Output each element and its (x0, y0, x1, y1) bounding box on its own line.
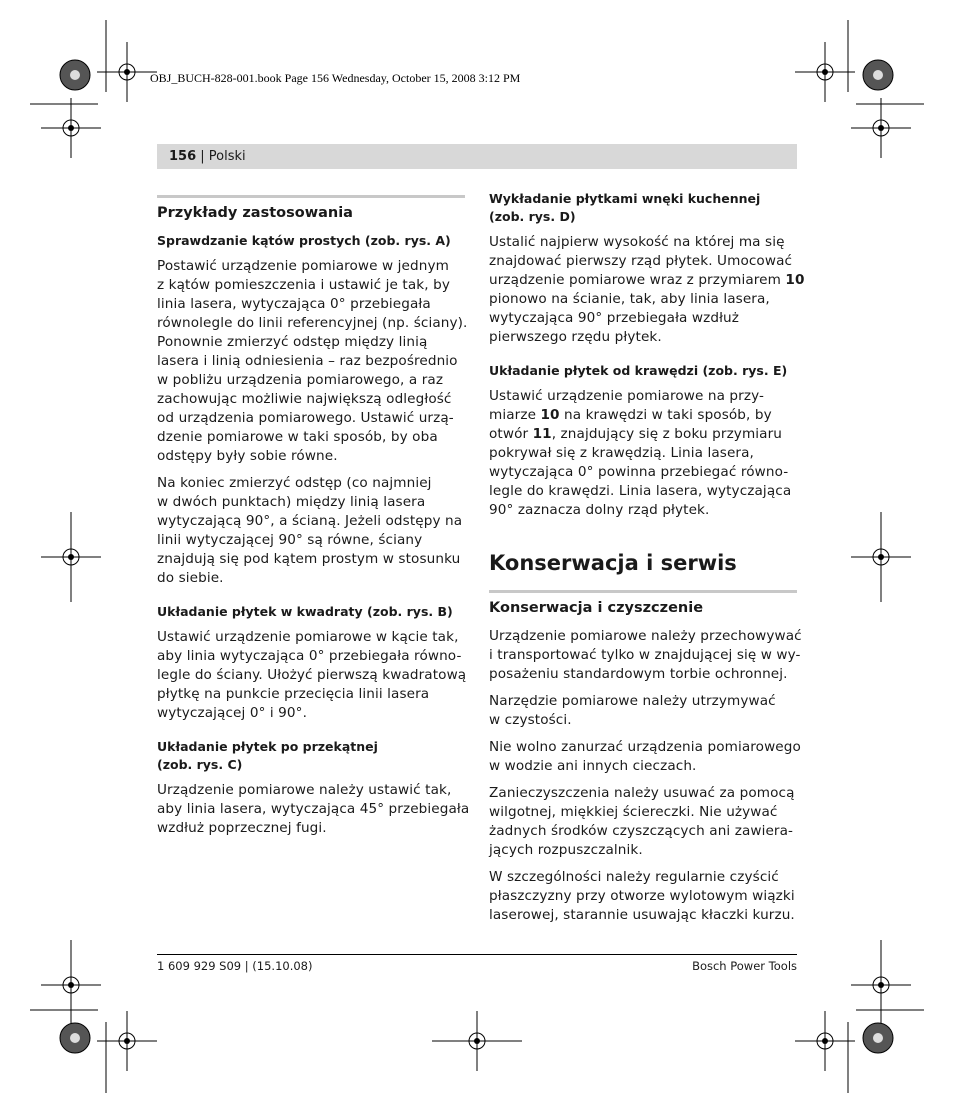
footer-doc-number: 1 609 929 S09 | (15.10.08) (157, 959, 313, 973)
text-span: otwór (489, 426, 533, 442)
text-span: urządzenie pomiarowe wraz z przymiarem (489, 272, 786, 288)
text-line: jących rozpuszczalnik. (489, 842, 643, 858)
text-line: wzdłuż poprzecznej fugi. (157, 820, 327, 836)
text-span: na krawędzi w taki sposób, by (559, 407, 772, 423)
text-line: i transportować tylko w znajdującej się w wy- (489, 647, 801, 663)
text-line: wilgotnej, miękkiej ściereczki. Nie używać (489, 804, 778, 820)
subsection-heading (157, 738, 465, 774)
paragraph (157, 257, 468, 466)
text-line: Urządzenie pomiarowe należy przechowywać (489, 628, 802, 644)
left-column (157, 195, 470, 846)
text-line: aby linia lasera, wytyczająca 45° przebiegała (157, 801, 470, 817)
paragraph (489, 738, 801, 776)
text-line: legle do krawędzi. Linia lasera, wytyczająca (489, 483, 792, 499)
right-column (489, 190, 805, 528)
section-rule (157, 195, 465, 198)
part-number: 10 (540, 407, 560, 423)
text-line: linia lasera, wytyczająca 0° przebiegała (157, 296, 431, 312)
text-line (489, 406, 797, 425)
heading-line: Wykładanie płytkami wnęki kuchennej (489, 191, 761, 206)
header-separator: | (196, 149, 209, 164)
text-line: linii wytyczającej 90° są równe, ściany (157, 532, 423, 548)
text-line: aby linia wytyczająca 0° przebiegała równo- (157, 648, 462, 664)
text-line: Ponownie zmierzyć odstęp między linią (157, 334, 428, 350)
text-line: lasera i linią odniesienia – raz bezpośrednio (157, 353, 458, 369)
paragraph (157, 628, 465, 723)
page-header (157, 144, 797, 169)
text-line: znajdować pierwszy rząd płytek. Umocować (489, 253, 793, 269)
text-line: do siebie. (157, 570, 224, 586)
text-line: w pobliżu urządzenia pomiarowego, a raz (157, 372, 444, 388)
text-line: znajdują się pod kątem prostym w stosunku (157, 551, 461, 567)
book-slug: OBJ_BUCH-828-001.book Page 156 Wednesday, October 15, 2008 3:12 PM (150, 71, 521, 85)
text-line: w wodzie ani innych cieczach. (489, 758, 697, 774)
text-line: Na koniec zmierzyć odstęp (co najmniej (157, 475, 432, 491)
paragraph (489, 692, 797, 730)
text-line: z kątów pomieszczenia i ustawić je tak, by (157, 277, 450, 293)
subsection-heading: Układanie płytek w kwadraty (zob. rys. B) (157, 604, 453, 619)
text-line: pionowo na ścianie, tak, aby linia lasera, (489, 291, 770, 307)
text-line: Zanieczyszczenia należy usuwać za pomocą (489, 785, 795, 801)
header-language: Polski (208, 149, 246, 164)
text-line: laserowej, starannie usuwając kłaczki kurzu. (489, 907, 795, 923)
text-line: wytyczającą 90°, a ścianą. Jeżeli odstępy na (157, 513, 463, 529)
text-line: Ustawić urządzenie pomiarowe w kącie tak, (157, 629, 459, 645)
text-line: Urządzenie pomiarowe należy ustawić tak, (157, 782, 452, 798)
text-line: 90° zaznacza dolny rząd płytek. (489, 502, 710, 518)
text-line: wytyczającej 0° i 90°. (157, 705, 307, 721)
maintenance-section (489, 590, 802, 933)
paragraph (489, 387, 797, 520)
paragraph (489, 868, 797, 925)
text-line: od urządzenia pomiarowego. Ustawić urzą- (157, 410, 454, 426)
paragraph (489, 784, 797, 860)
footer-brand: Bosch Power Tools (692, 959, 797, 973)
text-line: Nie wolno zanurzać urządzenia pomiarowego (489, 739, 801, 755)
text-line: pokrywał się z krawędzią. Linia lasera, (489, 445, 754, 461)
text-span: miarze (489, 407, 541, 423)
section-rule (489, 590, 797, 593)
text-line: wytyczająca 90° przebiegała wzdłuż (489, 310, 739, 326)
text-line: odstępy były sobie równe. (157, 448, 338, 464)
text-line: Ustawić urządzenie pomiarowe na przy- (489, 388, 764, 404)
part-number: 11 (532, 426, 552, 442)
text-line: Narzędzie pomiarowe należy utrzymywać (489, 693, 776, 709)
paragraph (489, 627, 802, 684)
text-line: w czystości. (489, 712, 572, 728)
text-line: legle do ściany. Ułożyć pierwszą kwadratową (157, 667, 467, 683)
text-line: płaszczyzny przy otworze wylotowym wiązki (489, 888, 795, 904)
text-line (489, 425, 797, 444)
page-header-text (169, 148, 246, 165)
text-line: dzenie pomiarowe w taki sposób, by oba (157, 429, 438, 445)
text-line: płytkę na punkcie przecięcia linii lasera (157, 686, 430, 702)
part-number: 10 (785, 272, 805, 288)
text-line: zachowując możliwie największą odległość (157, 391, 452, 407)
paragraph (489, 233, 805, 347)
text-line: w dwóch punktach) między linią lasera (157, 494, 426, 510)
chapter-title: Konserwacja i serwis (489, 551, 737, 575)
paragraph (157, 474, 465, 588)
text-line: równolegle do linii referencyjnej (np. ściany). (157, 315, 468, 331)
text-line: posażeniu standardowym torbie ochronnej. (489, 666, 788, 682)
text-line: wytyczająca 0° powinna przebiegać równo- (489, 464, 789, 480)
text-span: , znajdujący się z boku przymiaru (551, 426, 782, 442)
section-title: Konserwacja i czyszczenie (489, 600, 704, 616)
section-title: Przykłady zastosowania (157, 205, 353, 221)
subsection-heading: Sprawdzanie kątów prostych (zob. rys. A) (157, 233, 451, 248)
text-line: pierwszego rzędu płytek. (489, 329, 662, 345)
text-line (489, 271, 805, 290)
heading-line: Układanie płytek po przekątnej (157, 739, 378, 754)
subsection-heading: Układanie płytek od krawędzi (zob. rys. E) (489, 363, 788, 378)
heading-line: (zob. rys. C) (157, 757, 243, 772)
footer-rule (157, 954, 797, 955)
subsection-heading (489, 190, 797, 226)
paragraph (157, 781, 470, 838)
text-line: Postawić urządzenie pomiarowe w jednym (157, 258, 449, 274)
text-line: Ustalić najpierw wysokość na której ma się (489, 234, 785, 250)
text-line: żadnych środków czyszczących ani zawiera- (489, 823, 794, 839)
text-line: W szczególności należy regularnie czyścić (489, 869, 779, 885)
page-number: 156 (169, 149, 197, 164)
heading-line: (zob. rys. D) (489, 209, 576, 224)
